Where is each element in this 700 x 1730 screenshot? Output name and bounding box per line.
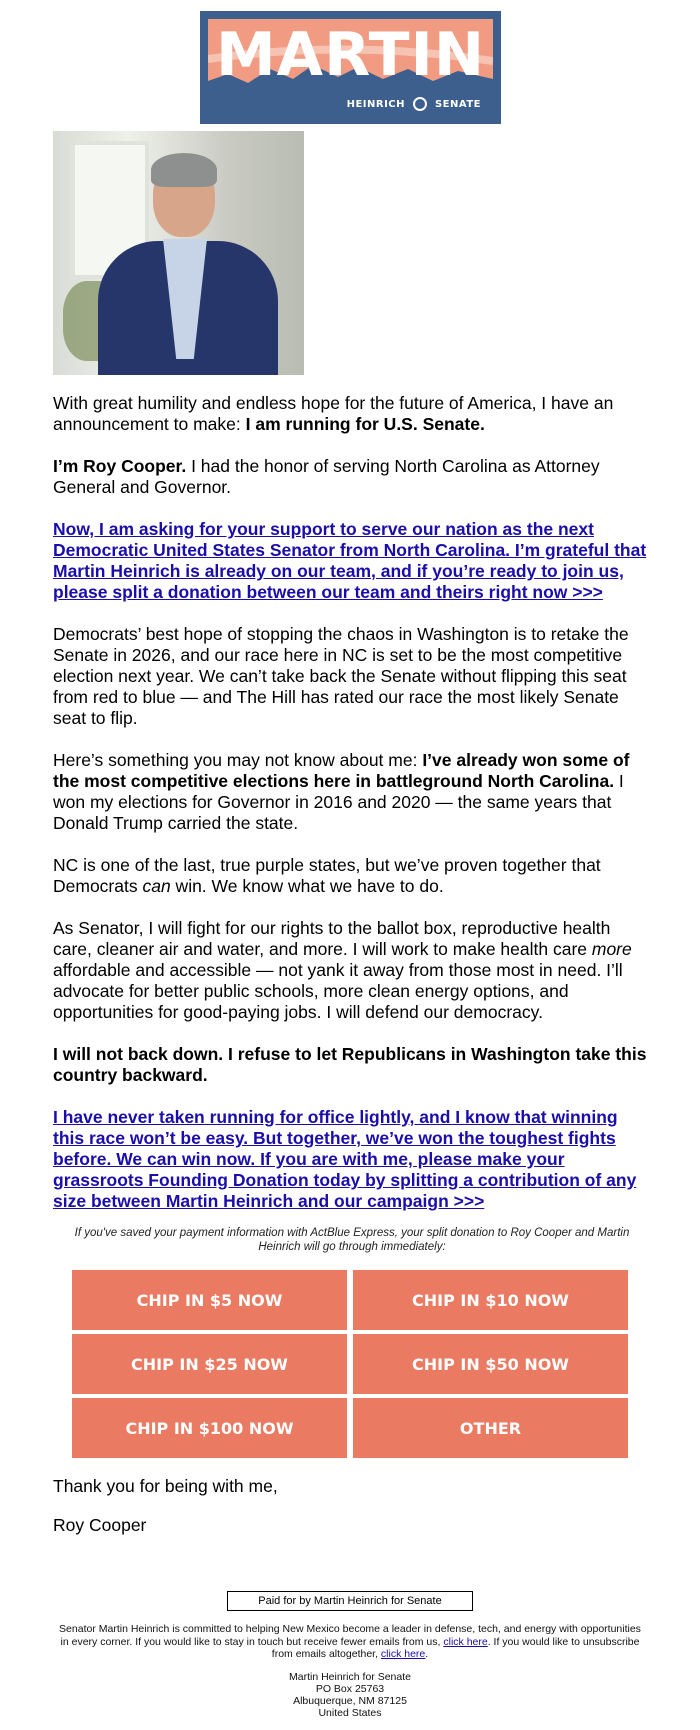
- signoff: [53, 1476, 653, 1554]
- paragraph-agenda: As Senator, I will fight for our rights to the ballot box, reproductive health care, cleaner air and water, and more. I will work to make health care more affordable and accessible — not yank it away from those most in need. I’ll advocate for better public schools, more clean energy options, and opportunities for good-paying jobs. I will defend our democracy.: [53, 918, 632, 1022]
- address-line: Martin Heinrich for Senate: [289, 1671, 411, 1683]
- logo-wordmark: MARTIN: [215, 20, 486, 90]
- chip-in-10-button[interactable]: CHIP IN $10 NOW: [353, 1270, 628, 1330]
- other-amount-button[interactable]: OTHER: [353, 1398, 628, 1458]
- address-line: Albuquerque, NM 87125: [293, 1695, 407, 1707]
- logo-subtitle: [347, 97, 481, 111]
- email-body: [53, 393, 653, 1233]
- signature-name: Roy Cooper: [53, 1515, 147, 1535]
- paragraph-pledge: I will not back down. I refuse to let Republicans in Washington take this country backward.: [53, 1044, 647, 1085]
- paragraph-purple: NC is one of the last, true purple states, but we’ve proven together that Democrats can win. We know what we have to do.: [53, 855, 601, 896]
- footer-text: Senator Martin Heinrich is committed to helping New Mexico become a leader in defense, tech, and energy with opportunities in every corner. If you would like to stay in touch but receive fewer emails from us, click here. If you would like to unsubscribe from emails altogether, click here.: [59, 1623, 641, 1660]
- donate-button-grid: [72, 1270, 628, 1458]
- logo-sub-right: SENATE: [434, 99, 481, 110]
- donate-link-1[interactable]: Now, I am asking for your support to serve our nation as the next Democratic United States Senator from North Carolina. I’m grateful that Martin Heinrich is already on our team, and if you’re ready to join us, please split a donation between our team and theirs right now >>>: [53, 519, 647, 602]
- address-line: United States: [318, 1707, 382, 1719]
- logo-sub-left: HEINRICH: [346, 99, 405, 110]
- paragraph-announcement: With great humility and endless hope for the future of America, I have an announcement to make: I am running for U.S. Senate.: [53, 393, 614, 434]
- chip-in-100-button[interactable]: CHIP IN $100 NOW: [72, 1398, 347, 1458]
- chip-in-50-button[interactable]: CHIP IN $50 NOW: [353, 1334, 628, 1394]
- paid-for-box: Paid for by Martin Heinrich for Senate: [227, 1591, 473, 1611]
- actblue-disclaimer: If you've saved your payment information with ActBlue Express, your split donation to Roy Cooper and Martin Heinrich will go through immediately:: [74, 1227, 630, 1253]
- chip-in-5-button[interactable]: CHIP IN $5 NOW: [72, 1270, 347, 1330]
- paragraph-intro: I’m Roy Cooper. I had the honor of serving North Carolina as Attorney General and Governor.: [53, 456, 600, 497]
- closing-line: Thank you for being with me,: [53, 1476, 278, 1496]
- mailing-address: [200, 1671, 500, 1719]
- donate-link-2[interactable]: I have never taken running for office lightly, and I know that winning this race won’t be easy. But together, we’ve won the toughest fights before. We can win now. If you are with me, please make your grassroots Founding Donation today by splitting a contribution of any size between Martin Heinrich and our campaign >>>: [53, 1107, 637, 1211]
- paragraph-stakes: Democrats’ best hope of stopping the chaos in Washington is to retake the Senate in 2026, and our race here in NC is set to be the most competitive election next year. We can’t take back the Senate without flipping this seat from red to blue — and The Hill has rated our race the most likely Senate seat to flip.: [53, 624, 629, 728]
- logo-background: [208, 19, 493, 116]
- campaign-logo[interactable]: [200, 11, 501, 124]
- fewer-emails-link[interactable]: click here: [443, 1635, 488, 1648]
- zia-sun-icon: [413, 97, 427, 111]
- address-line: PO Box 25763: [315, 1683, 385, 1695]
- paragraph-record: Here’s something you may not know about me: I’ve already won some of the most competitive elections here in battleground North Carolina. I won my elections for Governor in 2016 and 2020 — the same years that Donald Trump carried the state.: [53, 750, 630, 833]
- portrait-photo: [53, 131, 304, 375]
- chip-in-25-button[interactable]: CHIP IN $25 NOW: [72, 1334, 347, 1394]
- unsubscribe-link[interactable]: click here: [380, 1648, 426, 1660]
